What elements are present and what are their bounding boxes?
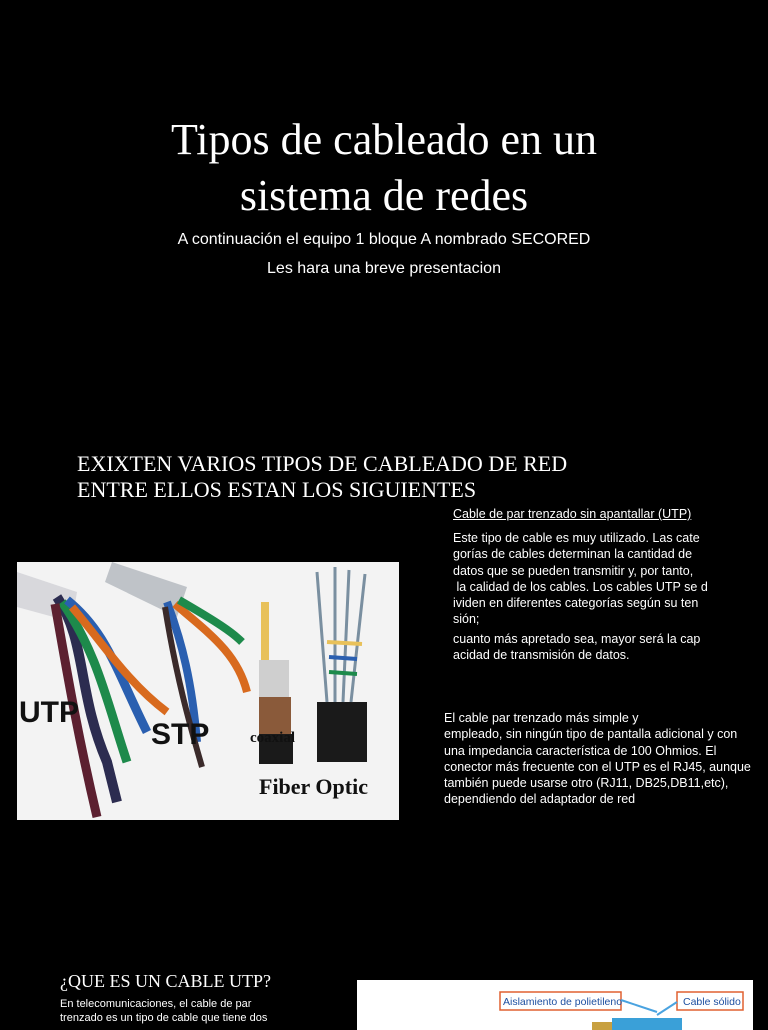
utp-description-line: ividen en diferentes categorías según su ten: [453, 596, 699, 611]
utp-description-line: Este tipo de cable es muy utilizado. Las cate: [453, 531, 700, 545]
utp-description-line: la calidad de los cables. Los cables UTP se d: [453, 579, 708, 594]
subtitle-line-1: A continuación el equipo 1 bloque A nombrado SECORED: [177, 231, 591, 248]
utp-simple-line: también puede usarse otro (RJ11, DB25,DB11,etc),: [444, 776, 729, 791]
utp-diagram-image: [357, 980, 753, 1030]
utp-definition-line: En telecomunicaciones, el cable de par: [60, 998, 252, 1010]
utp-simple-line: dependiendo del adaptador de red: [444, 792, 636, 807]
utp-definition-line: trenzado es un tipo de cable que tiene dos: [60, 1012, 268, 1024]
utp-description-line: sión;: [453, 612, 480, 627]
utp-question-heading: ¿QUE ES UN CABLE UTP?: [60, 971, 271, 991]
section-heading-line-2: ENTRE ELLOS ESTAN LOS SIGUIENTES: [77, 477, 477, 502]
subtitle-line-2: Les hara una breve presentacion: [267, 260, 501, 277]
section-heading: [77, 451, 567, 503]
label-coaxial: coaxial: [250, 730, 295, 746]
title-line-2: sistema de redes: [239, 171, 529, 220]
utp-twist-line: acidad de transmisión de datos.: [453, 648, 630, 663]
utp-description-line: gorías de cables determinan la cantidad de: [453, 547, 693, 562]
section-heading-line-1: EXIXTEN VARIOS TIPOS DE CABLEADO DE RED: [77, 451, 568, 476]
label-solid-cable: Cable sólido: [683, 996, 741, 1008]
title-line-1: Tipos de cableado en un: [170, 115, 598, 164]
paragraph-utp-simple: [444, 710, 764, 808]
utp-simple-line: una impedancia característica de 100 Ohmios. El: [444, 743, 717, 758]
utp-twist-line: cuanto más apretado sea, mayor será la cap: [453, 632, 701, 646]
paragraph-utp-twist: [453, 631, 763, 664]
utp-title: Cable de par trenzado sin apantallar (UTP): [453, 507, 692, 521]
paragraph-utp-definition: [60, 997, 340, 1025]
cable-types-illustration: [17, 562, 399, 820]
utp-simple-line: El cable par trenzado más simple y: [444, 711, 639, 725]
label-utp: UTP: [19, 696, 79, 729]
label-insulation: Aislamiento de polietileno: [503, 996, 623, 1008]
utp-diagram-illustration: [357, 980, 753, 1030]
label-stp: STP: [151, 718, 210, 751]
utp-simple-line: conector más frecuente con el UTP es el RJ45, aunque: [444, 759, 751, 774]
paragraph-utp-description: [453, 530, 763, 628]
utp-description-line: datos que se pueden transmitir y, por tanto,: [453, 563, 694, 578]
utp-simple-line: empleado, sin ningún tipo de pantalla adicional y con: [444, 727, 738, 742]
label-fiber-optic: Fiber Optic: [259, 774, 368, 799]
cable-types-image: [17, 562, 399, 820]
presentation-title: [0, 112, 768, 224]
